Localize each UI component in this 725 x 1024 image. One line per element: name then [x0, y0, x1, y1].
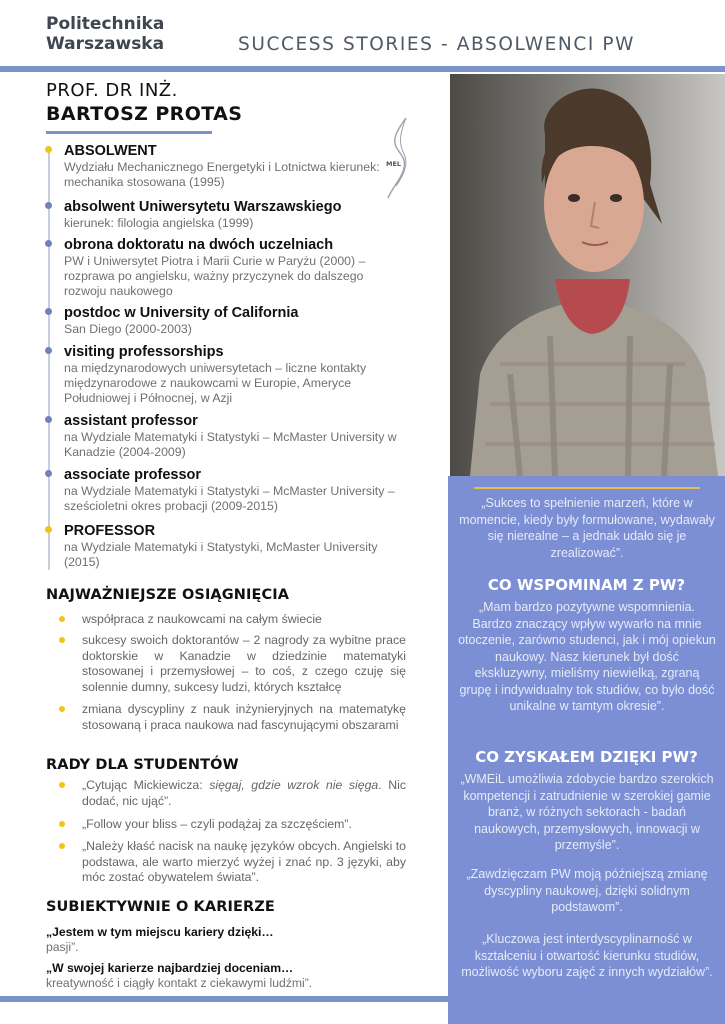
- advice-item: [82, 778, 406, 809]
- panel-gains-text-2: „Zawdzięczam PW moją późniejszą zmianę dyscypliny naukowej, dzięki solidnym podstawom”.: [466, 867, 708, 914]
- advice-text: „Follow your bliss – czyli podążaj za szczęściem”.: [82, 817, 352, 831]
- timeline-desc: kierunek: filologia angielska (1999): [64, 216, 254, 230]
- advice-text-quote: sięgaj, gdzie wzrok nie sięga: [209, 778, 379, 792]
- bullet-dot: [59, 843, 65, 849]
- achievement-text: zmiana dyscypliny z nauk inżynieryjnych na matematykę stosowaną i praca naukowa nad fascynującymi obszarami: [82, 702, 406, 732]
- timeline-dot: [45, 308, 52, 315]
- timeline-item: [64, 467, 404, 514]
- panel-memories-text: „Mam bardzo pozytywne wspomnienia. Bardzo znaczący wpływ wywarło na mnie otoczenie, zarówno studenci, jak i mój opiekun naukowy. Nasz kierunek był dość ekskluzywny, mieliśmy niewielką, zgraną grupę i indywidualny tok studiów, co było dość unikalne w tamtym okresie”.: [458, 600, 716, 713]
- timeline-desc: San Diego (2000-2003): [64, 322, 192, 336]
- timeline-item: [64, 523, 404, 570]
- bullet-dot: [59, 637, 65, 643]
- mel-logo-text: MEL: [386, 160, 402, 168]
- timeline-title: assistant professor: [64, 413, 198, 429]
- timeline-title: visiting professorships: [64, 344, 224, 360]
- timeline-title: PROFESSOR: [64, 523, 156, 539]
- quote-accent-line: [474, 487, 700, 489]
- timeline-dot: [45, 526, 52, 533]
- timeline-dot: [45, 347, 52, 354]
- university-logo: [46, 14, 164, 54]
- panel-main-quote: „Sukces to spełnienie marzeń, które w momencie, kiedy były formułowane, wydawały się nierealne – a jednak udało się je zrealizować”.: [459, 496, 715, 560]
- timeline-dot: [45, 240, 52, 247]
- career-answer-2: kreatywność i ciągły kontakt z ciekawymi ludźmi”.: [46, 976, 313, 990]
- portrait-photo: [450, 74, 725, 476]
- advice-text-pre: „Cytując Mickiewicza:: [82, 778, 210, 792]
- logo-line-2: Warszawska: [46, 34, 165, 54]
- timeline-item: [64, 143, 404, 190]
- advice-item: [82, 817, 406, 833]
- panel-heading-gains: CO ZYSKAŁEM DZIĘKI PW?: [475, 748, 698, 766]
- panel-heading-memories: CO WSPOMINAM Z PW?: [487, 576, 686, 594]
- panel-gains-text-3: „Kluczowa jest interdyscyplinarność w kształceniu i otwartość kierunku studiów, możliwość wyboru zajęć z innych wydziałów”.: [461, 932, 713, 979]
- timeline-desc: na Wydziale Matematyki i Statystyki, McMaster University (2015): [64, 540, 378, 569]
- career-heading: SUBIEKTYWNIE O KARIERZE: [46, 899, 275, 915]
- achievement-item: [82, 702, 406, 733]
- name-underline: [46, 131, 212, 134]
- timeline-title: ABSOLWENT: [64, 143, 157, 159]
- timeline-dot: [45, 146, 52, 153]
- achievement-text: współpraca z naukowcami na całym świecie: [82, 612, 322, 626]
- career-question-1: „Jestem w tym miejscu kariery dzięki…: [46, 925, 274, 939]
- timeline-title: associate professor: [64, 467, 202, 483]
- timeline-dot: [45, 202, 52, 209]
- timeline-desc: PW i Uniwersytet Piotra i Marii Curie w Paryżu (2000) – rozprawa po angielsku, ważny przyczynek do dalszego rozwoju naukowego: [64, 254, 366, 298]
- timeline-item: [64, 413, 404, 460]
- page-header-title: SUCCESS STORIES - ABSOLWENCI PW: [238, 34, 636, 55]
- advice-item: [82, 839, 406, 886]
- bullet-dot: [59, 706, 65, 712]
- footer-divider: [0, 996, 448, 1002]
- timeline-title: absolwent Uniwersytetu Warszawskiego: [64, 199, 342, 215]
- bullet-dot: [59, 782, 65, 788]
- logo-line-1: Politechnika: [46, 14, 165, 34]
- timeline-dot: [45, 470, 52, 477]
- timeline-desc: na Wydziale Matematyki i Statystyki – McMaster University w Kanadzie (2004-2009): [64, 430, 397, 459]
- timeline-desc: na Wydziale Matematyki i Statystyki – McMaster University – sześcioletni okres probacji (2009-2015): [64, 484, 395, 513]
- bullet-dot: [59, 616, 65, 622]
- timeline-desc: na międzynarodowych uniwersytetach – liczne kontakty międzynarodowe z naukowcami w Europie, Ameryce Południowej i Północnej, w Azji: [64, 361, 367, 405]
- career-answer-1: pasji”.: [46, 940, 79, 954]
- timeline-item: [64, 344, 404, 406]
- achievement-text: sukcesy swoich doktorantów – 2 nagrody za wybitne prace doktorskie w Kanadzie w dziedzinie matematyki stosowanej i przemysłowej – to coś, z czego czuję się solennie dumny, sukcesy ludzi, których kształcę: [82, 633, 406, 694]
- achievement-item: [82, 633, 406, 695]
- timeline-item: [64, 305, 404, 337]
- academic-degree: PROF. DR INŻ.: [46, 80, 178, 101]
- timeline-item: [64, 199, 404, 231]
- career-question-2: „W swojej karierze najbardziej doceniam…: [46, 961, 294, 975]
- advice-text: „Należy kłaść nacisk na naukę języków obcych. Angielski to podstawa, ale warto mierzyć wyżej i znać np. 3 języki, aby móc zostać obywatelem świata”.: [82, 839, 406, 884]
- panel-gains-text: „WMEiL umożliwia zdobycie bardzo szerokich kompetencji i zatrudnienie w szerokiej gamie branż, w różnych sektorach - badań naukowych, przemysłowych, innowacji w przemyśle”.: [460, 772, 714, 852]
- timeline-desc: Wydziału Mechanicznego Energetyki i Lotnictwa kierunek: mechanika stosowana (1995): [64, 160, 380, 189]
- timeline-item: [64, 237, 404, 299]
- achievements-heading: NAJWAŻNIEJSZE OSIĄGNIĘCIA: [46, 587, 290, 603]
- timeline-title: obrona doktoratu na dwóch uczelniach: [64, 237, 334, 253]
- advice-text-post: . Nic dodać, nic ująć”.: [82, 778, 406, 808]
- advice-heading: RADY DLA STUDENTÓW: [46, 757, 239, 773]
- timeline-title: postdoc w University of California: [64, 305, 299, 321]
- header-divider: [0, 66, 725, 72]
- portrait-illustration: [450, 74, 725, 476]
- achievement-item: [82, 612, 406, 628]
- person-name: BARTOSZ PROTAS: [46, 103, 243, 125]
- timeline-dot: [45, 416, 52, 423]
- timeline-line: [48, 150, 50, 570]
- bullet-dot: [59, 821, 65, 827]
